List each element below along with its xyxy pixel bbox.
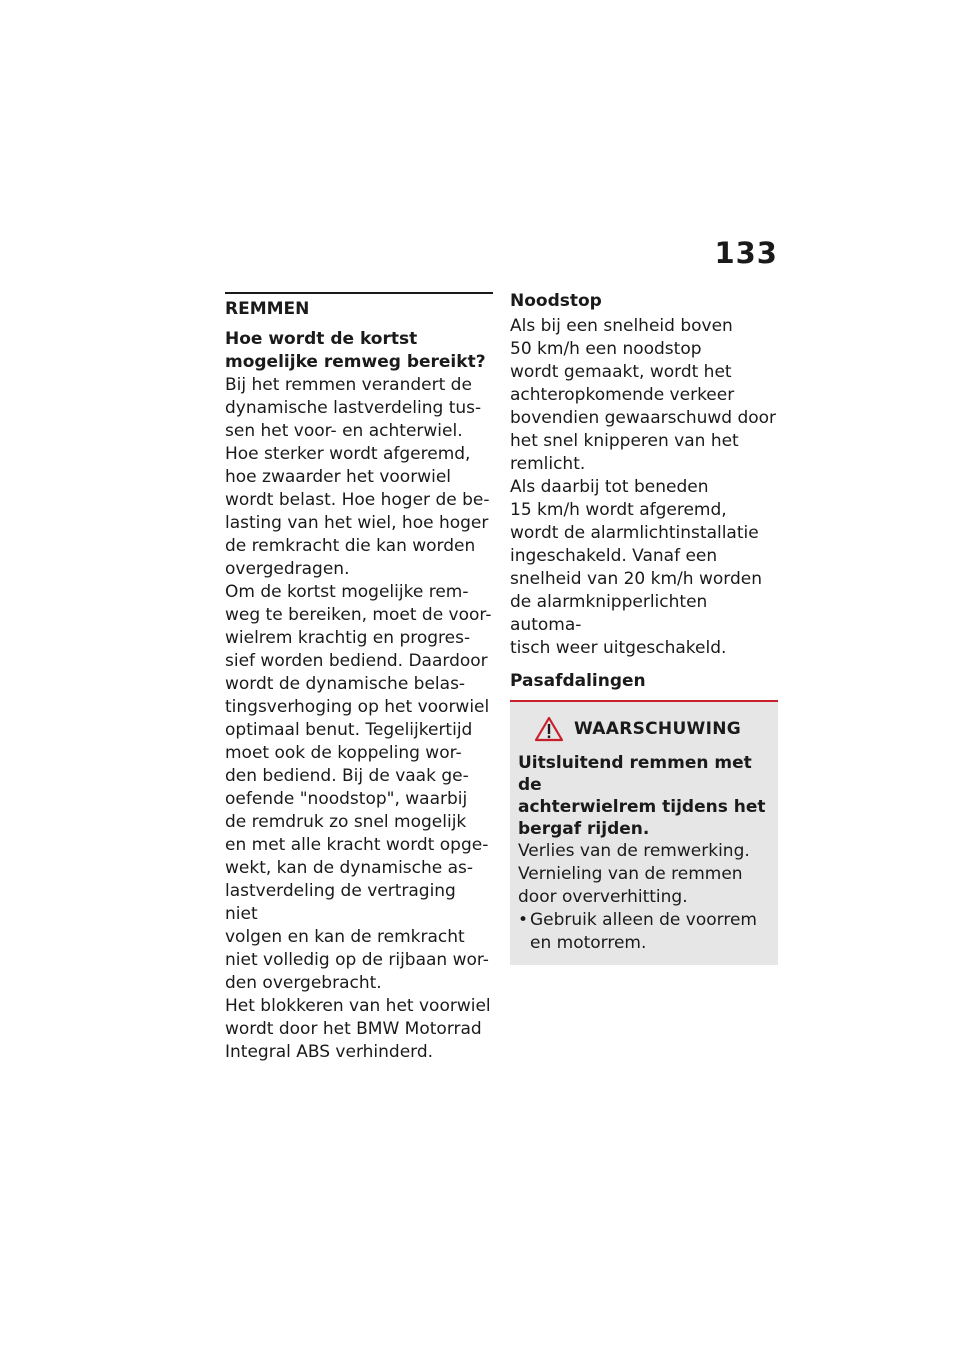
bullet-marker: •	[518, 910, 529, 930]
right-column	[510, 292, 778, 965]
warning-bullet-text: Gebruik alleen de voorrem en motorrem.	[530, 910, 757, 953]
warning-consequence: Verlies van de remwerking. Vernieling van de remmen door oververhitting.	[518, 841, 750, 907]
question-heading: Hoe wordt de kortst mogelijke remweg bereikt?	[225, 329, 486, 372]
warning-triangle-icon	[534, 716, 564, 742]
left-column	[225, 292, 493, 1064]
paragraph-shortest-braking: Om de kortst mogelijke rem- weg te bereiken, moet de voor- wielrem krachtig en progres- sief worden bediend. Daardoor wordt de dynamische belas- tingsverhoging op het voorwiel optimaal benut. Tegelijkertijd moet ook de koppeling wor- den bediend. Bij de vaak ge- oefende "noodstop", waarbij de remdruk zo snel mogelijk en met alle kracht wordt opge- wekt, kan de dynamische as- lastverdeling de vertraging niet volgen en kan de remkracht niet volledig op de rijbaan wor- den overgebracht.	[225, 582, 492, 993]
warning-bullet	[518, 909, 768, 955]
warning-box	[510, 702, 778, 965]
paragraph-load-distribution: Bij het remmen verandert de dynamische lastverdeling tus- sen het voor- en achterwiel. Hoe sterker wordt afgeremd, hoe zwaarder het voorwiel wordt belast. Hoe hoger de be- lasting van het wiel, hoe hoger de remkracht die kan worden overgedragen.	[225, 375, 490, 579]
noodstop-paragraph-1: Als bij een snelheid boven 50 km/h een noodstop wordt gemaakt, wordt het achteropkomende verkeer bovendien gewaarschuwd door het snel knipperen van het remlicht.	[510, 316, 777, 474]
warning-header	[534, 716, 768, 742]
section-title: REMMEN	[225, 299, 310, 319]
page-number: 133	[714, 236, 778, 270]
noodstop-heading: Noodstop	[510, 291, 602, 311]
warning-title: WAARSCHUWING	[574, 719, 742, 739]
pasafdalingen-heading: Pasafdalingen	[510, 671, 646, 691]
section-rule	[225, 292, 493, 294]
noodstop-paragraph-2: Als daarbij tot beneden 15 km/h wordt afgeremd, wordt de alarmlichtinstallatie ingeschakeld. Vanaf een snelheid van 20 km/h worden de alarmknipperlichten automa- tisch weer uitgeschakeld.	[510, 477, 762, 658]
paragraph-abs: Het blokkeren van het voorwiel wordt door het BMW Motorrad Integral ABS verhinderd.	[225, 996, 491, 1062]
warning-instruction: Uitsluitend remmen met de achterwielrem tijdens het bergaf rijden.	[518, 753, 766, 839]
